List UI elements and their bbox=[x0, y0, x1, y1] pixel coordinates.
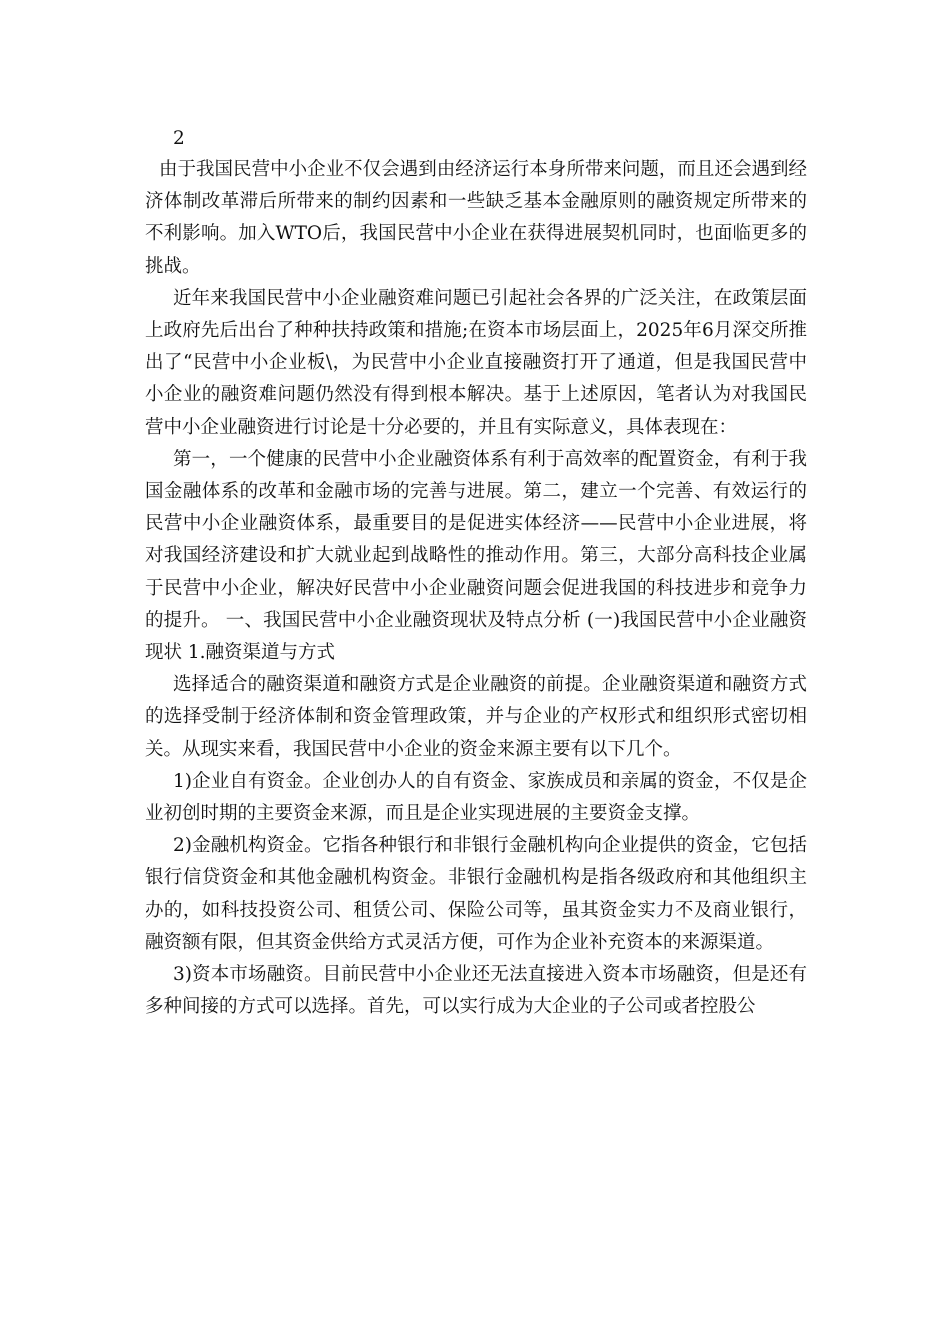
paragraph-6: 2)金融机构资金。它指各种银行和非银行金融机构向企业提供的资金，它包括银行信贷资金和其他金融机构资金。非银行金融机构是指各级政府和其他组织主办的，如科技投资公司、租赁公司、保险公司等，虽其资金实力不及商业银行，融资额有限，但其资金供给方式灵活方便，可作为企业补充资本的来源渠道。 bbox=[145, 835, 807, 953]
page-number: 2 bbox=[173, 128, 185, 149]
paragraph-7: 3)资本市场融资。目前民营中小企业还无法直接进入资本市场融资，但是还有多种间接的方式可以选择。首先，可以实行成为大企业的子公司或者控股公 bbox=[145, 964, 807, 1018]
paragraph-4: 选择适合的融资渠道和融资方式是企业融资的前提。企业融资渠道和融资方式的选择受制于经济体制和资金管理政策，并与企业的产权形式和组织形式密切相关。从现实来看，我国民营中小企业的资金来源主要有以下几个。 bbox=[145, 674, 807, 760]
paragraph-3: 第一，一个健康的民营中小企业融资体系有利于高效率的配置资金，有利于我国金融体系的改革和金融市场的完善与进展。第二，建立一个完善、有效运行的民营中小企业融资体系，最重要目的是促进实体经济——民营中小企业进展，将对我国经济建设和扩大就业起到战略性的推动作用。第三，大部分高科技企业属于民营中小企业，解决好民营中小企业融资问题会促进我国的科技进步和竞争力的提升。 一、我国民营中小企业融资现状及特点分析 (一)我国民营中小企业融资现状 1.融资渠道与方式 bbox=[145, 448, 807, 664]
document-body bbox=[145, 124, 807, 1023]
paragraph-1: 由于我国民营中小企业不仅会遇到由经济运行本身所带来问题，而且还会遇到经济体制改革滞后所带来的制约因素和一些缺乏基本金融原则的融资规定所带来的不利影响。加入WTO后，我国民营中小企业在获得进展契机同时，也面临更多的挑战。 bbox=[145, 159, 807, 277]
paragraph-2: 近年来我国民营中小企业融资难问题已引起社会各界的广泛关注，在政策层面上政府先后出台了种种扶持政策和措施;在资本市场层面上，2025年6月深交所推出了“民营中小企业板\，为民营中小企业直接融资打开了通道，但是我国民营中小企业的融资难问题仍然没有得到根本解决。基于上述原因，笔者认为对我国民营中小企业融资进行讨论是十分必要的，并且有实际意义，具体表现在： bbox=[145, 287, 807, 438]
paragraph-5: 1)企业自有资金。企业创办人的自有资金、家族成员和亲属的资金，不仅是企业初创时期的主要资金来源，而且是企业实现进展的主要资金支撑。 bbox=[145, 770, 807, 825]
